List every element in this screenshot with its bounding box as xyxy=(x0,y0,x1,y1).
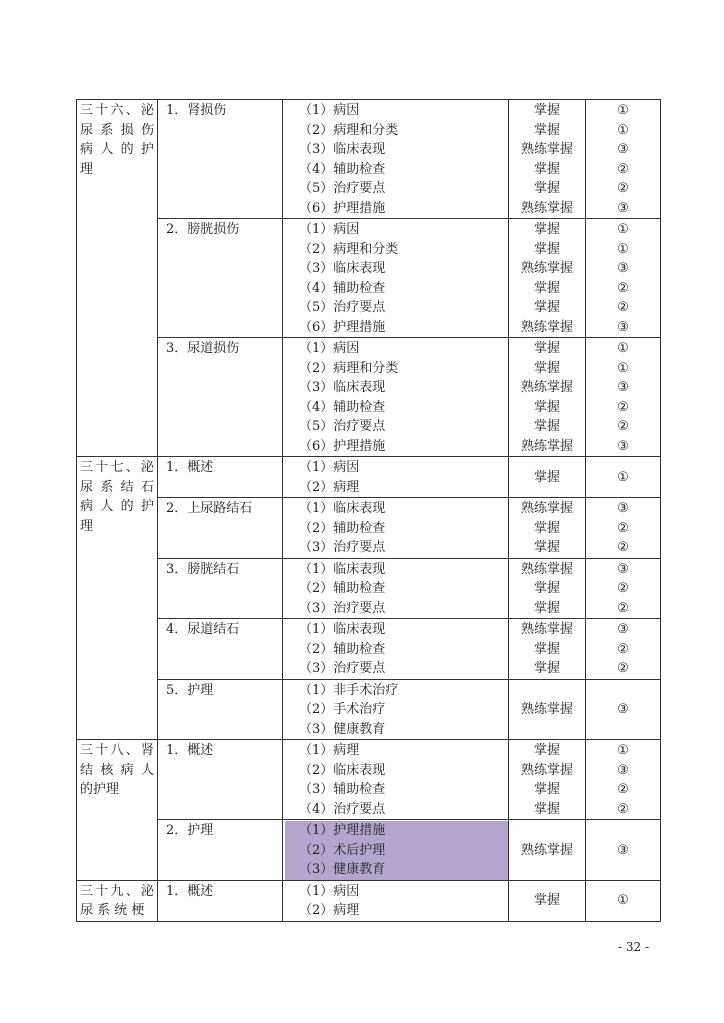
unit-cell xyxy=(158,100,283,219)
requirement-level: 熟练掌握 xyxy=(520,762,573,778)
category-cell xyxy=(586,100,661,219)
content-cell xyxy=(283,498,509,559)
requirement-level: 掌握 xyxy=(533,181,560,196)
unit-cell xyxy=(158,498,283,559)
requirement-level: 掌握 xyxy=(533,469,560,485)
requirement-level: 掌握 xyxy=(533,641,560,657)
content-cell xyxy=(283,740,509,820)
requirement-level: 掌握 xyxy=(533,399,560,415)
content-item: （2）辅助检查 xyxy=(299,641,386,657)
table-row xyxy=(77,619,661,680)
requirement-level: 熟练掌握 xyxy=(520,261,573,276)
chapter-topic-cell xyxy=(77,100,158,457)
content-cell xyxy=(283,558,509,619)
chapter-topic-line: 三十七、泌 xyxy=(80,460,154,475)
category-mark: ① xyxy=(617,743,629,758)
content-item: （2）手术治疗 xyxy=(299,702,386,717)
table-row xyxy=(77,457,661,498)
requirement-cell xyxy=(509,457,586,498)
category-mark: ③ xyxy=(617,622,629,637)
content-cell xyxy=(283,679,509,740)
requirement-level: 熟练掌握 xyxy=(520,142,573,157)
unit-name: 1．概述 xyxy=(166,460,214,475)
content-item: （2）病理 xyxy=(299,903,360,918)
category-cell xyxy=(586,679,661,740)
syllabus-table xyxy=(76,99,661,922)
content-item: （6）护理措施 xyxy=(299,200,386,216)
requirement-level: 熟练掌握 xyxy=(520,200,573,216)
category-mark: ② xyxy=(617,641,629,657)
category-mark: ③ xyxy=(617,319,629,335)
requirement-level: 掌握 xyxy=(533,161,560,177)
requirement-level: 掌握 xyxy=(533,893,560,909)
category-mark: ② xyxy=(617,181,629,196)
category-mark: ② xyxy=(617,161,629,177)
content-item: （5）治疗要点 xyxy=(299,300,386,315)
unit-name: 2．膀胱损伤 xyxy=(166,222,240,237)
category-mark: ① xyxy=(617,222,629,237)
unit-cell xyxy=(158,880,283,921)
requirement-level: 掌握 xyxy=(533,280,560,296)
syllabus-document xyxy=(76,99,660,922)
requirement-level: 熟练掌握 xyxy=(520,380,573,395)
unit-cell xyxy=(158,740,283,820)
unit-cell xyxy=(158,338,283,457)
category-cell xyxy=(586,457,661,498)
requirement-cell xyxy=(509,100,586,219)
requirement-level: 掌握 xyxy=(533,341,560,356)
category-mark: ② xyxy=(617,419,629,434)
chapter-topic-line: 病 人 的 护 xyxy=(80,499,154,514)
requirement-cell xyxy=(509,679,586,740)
requirement-level: 掌握 xyxy=(533,782,560,797)
requirement-cell xyxy=(509,619,586,680)
chapter-topic-line: 病 人 的 护 xyxy=(80,142,154,157)
table-row xyxy=(77,558,661,619)
content-cell xyxy=(283,619,509,680)
requirement-level: 熟练掌握 xyxy=(520,842,573,858)
category-mark: ③ xyxy=(617,200,629,216)
content-item: （2）辅助检查 xyxy=(299,581,386,596)
requirement-level: 掌握 xyxy=(533,520,560,536)
highlighted-content-item: （2）术后护理 xyxy=(285,841,509,861)
content-item: （3）治疗要点 xyxy=(299,600,386,616)
content-item: （2）病理和分类 xyxy=(299,122,399,138)
content-cell xyxy=(283,880,509,921)
content-item: （1）临床表现 xyxy=(299,622,386,637)
category-mark: ① xyxy=(617,122,629,138)
requirement-level: 掌握 xyxy=(533,122,560,138)
category-cell xyxy=(586,880,661,921)
unit-name: 2．上尿路结石 xyxy=(166,501,253,516)
category-mark: ③ xyxy=(617,261,629,276)
unit-name: 1．概述 xyxy=(166,883,214,899)
content-item: （1）病因 xyxy=(299,460,360,475)
content-item: （3）健康教育 xyxy=(299,721,386,737)
requirement-level: 掌握 xyxy=(533,103,560,118)
content-cell xyxy=(283,219,509,338)
requirement-level: 掌握 xyxy=(533,222,560,237)
content-item: （3）临床表现 xyxy=(299,142,386,157)
chapter-topic-line: 理 xyxy=(80,161,94,177)
content-item: （5）治疗要点 xyxy=(299,419,386,434)
category-cell xyxy=(586,558,661,619)
requirement-level: 掌握 xyxy=(533,419,560,434)
content-item: （3）治疗要点 xyxy=(299,661,386,676)
content-item: （3）临床表现 xyxy=(299,261,386,276)
table-row xyxy=(77,219,661,338)
unit-name: 1．概述 xyxy=(166,743,214,758)
content-item: （2）病理 xyxy=(299,479,360,495)
chapter-topic-line: 理 xyxy=(80,518,94,534)
content-item: （2）病理和分类 xyxy=(299,241,399,257)
table-row xyxy=(77,679,661,740)
requirement-level: 熟练掌握 xyxy=(520,622,573,637)
category-mark: ② xyxy=(617,300,629,315)
chapter-topic-cell xyxy=(77,740,158,881)
table-row xyxy=(77,338,661,457)
category-cell xyxy=(586,820,661,881)
category-mark: ① xyxy=(617,341,629,356)
unit-cell xyxy=(158,679,283,740)
content-item: （6）护理措施 xyxy=(299,438,386,454)
content-item: （2）病理和分类 xyxy=(299,360,399,376)
content-cell xyxy=(283,457,509,498)
category-cell xyxy=(586,740,661,820)
unit-cell xyxy=(158,457,283,498)
content-cell xyxy=(283,820,509,881)
table-row xyxy=(77,820,661,881)
category-mark: ③ xyxy=(617,762,629,778)
requirement-cell xyxy=(509,338,586,457)
content-item: （5）治疗要点 xyxy=(299,181,386,196)
table-row xyxy=(77,740,661,820)
table-row xyxy=(77,498,661,559)
table-row xyxy=(77,880,661,921)
unit-name: 2．护理 xyxy=(166,823,214,838)
content-item: （1）病理 xyxy=(299,743,360,758)
requirement-cell xyxy=(509,820,586,881)
category-mark: ② xyxy=(617,399,629,415)
category-mark: ② xyxy=(617,280,629,296)
highlighted-content-item: （3）健康教育 xyxy=(285,860,509,880)
category-mark: ③ xyxy=(617,142,629,157)
content-cell xyxy=(283,100,509,219)
requirement-cell xyxy=(509,740,586,820)
requirement-level: 熟练掌握 xyxy=(520,319,573,335)
content-item: （4）辅助检查 xyxy=(299,280,386,296)
category-mark: ② xyxy=(617,600,629,616)
category-mark: ② xyxy=(617,782,629,797)
content-item: （3）治疗要点 xyxy=(299,540,386,555)
category-mark: ③ xyxy=(617,702,629,717)
content-item: （1）临床表现 xyxy=(299,501,386,516)
requirement-cell xyxy=(509,558,586,619)
content-item: （4）辅助检查 xyxy=(299,399,386,415)
category-mark: ③ xyxy=(617,380,629,395)
content-item: （1）非手术治疗 xyxy=(299,682,399,698)
category-cell xyxy=(586,338,661,457)
category-mark: ② xyxy=(617,581,629,596)
chapter-topic-line: 尿 系 统 梗 xyxy=(80,903,145,918)
content-item: （2）临床表现 xyxy=(299,762,386,778)
category-cell xyxy=(586,498,661,559)
requirement-level: 掌握 xyxy=(533,300,560,315)
unit-name: 4．尿道结石 xyxy=(166,622,240,637)
category-mark: ① xyxy=(617,360,629,376)
requirement-level: 熟练掌握 xyxy=(520,702,573,717)
category-mark: ① xyxy=(617,103,629,118)
requirement-level: 掌握 xyxy=(533,540,560,555)
category-mark: ① xyxy=(617,893,629,909)
content-cell xyxy=(283,338,509,457)
unit-cell xyxy=(158,219,283,338)
category-cell xyxy=(586,619,661,680)
chapter-topic-line: 三十八、肾 xyxy=(80,743,154,758)
requirement-level: 熟练掌握 xyxy=(520,561,573,577)
content-item: （3）辅助检查 xyxy=(299,782,386,797)
category-mark: ② xyxy=(617,661,629,676)
category-mark: ③ xyxy=(617,561,629,577)
requirement-level: 掌握 xyxy=(533,360,560,376)
content-item: （6）护理措施 xyxy=(299,319,386,335)
unit-name: 1．肾损伤 xyxy=(166,103,227,118)
content-item: （1）临床表现 xyxy=(299,561,386,577)
content-item: （1）病因 xyxy=(299,883,360,899)
category-mark: ③ xyxy=(617,501,629,516)
requirement-cell xyxy=(509,498,586,559)
category-mark: ② xyxy=(617,540,629,555)
unit-name: 5．护理 xyxy=(166,682,214,698)
category-mark: ② xyxy=(617,801,629,817)
requirement-cell xyxy=(509,219,586,338)
chapter-topic-line: 尿 系 结 石 xyxy=(80,479,154,495)
chapter-topic-line: 三十六、泌 xyxy=(80,103,154,118)
category-mark: ① xyxy=(617,469,629,485)
content-item: （3）临床表现 xyxy=(299,380,386,395)
requirement-level: 掌握 xyxy=(533,743,560,758)
chapter-topic-line: 结 核 病 人 xyxy=(80,762,154,778)
chapter-topic-cell xyxy=(77,457,158,740)
unit-name: 3．膀胱结石 xyxy=(166,561,240,577)
category-mark: ① xyxy=(617,241,629,257)
chapter-topic-line: 的护理 xyxy=(80,782,120,797)
requirement-level: 掌握 xyxy=(533,581,560,596)
content-item: （4）治疗要点 xyxy=(299,801,386,817)
requirement-level: 掌握 xyxy=(533,801,560,817)
chapter-topic-line: 三十九、泌 xyxy=(80,883,154,899)
unit-cell xyxy=(158,619,283,680)
requirement-cell xyxy=(509,880,586,921)
content-item: （4）辅助检查 xyxy=(299,161,386,177)
requirement-level: 熟练掌握 xyxy=(520,438,573,454)
category-mark: ③ xyxy=(617,438,629,454)
content-item: （1）病因 xyxy=(299,222,360,237)
page-number: - 32 - xyxy=(618,940,650,954)
unit-cell xyxy=(158,558,283,619)
requirement-level: 掌握 xyxy=(533,661,560,676)
table-row xyxy=(77,100,661,219)
category-mark: ② xyxy=(617,520,629,536)
content-item: （1）病因 xyxy=(299,103,360,118)
requirement-level: 掌握 xyxy=(533,600,560,616)
content-item: （1）病因 xyxy=(299,341,360,356)
unit-name: 3．尿道损伤 xyxy=(166,341,240,356)
highlighted-content-item: （1）护理措施 xyxy=(285,821,509,841)
content-item: （2）辅助检查 xyxy=(299,520,386,536)
requirement-level: 掌握 xyxy=(533,241,560,257)
chapter-topic-cell xyxy=(77,880,158,921)
unit-cell xyxy=(158,820,283,881)
chapter-topic-line: 尿 系 损 伤 xyxy=(80,122,154,138)
category-mark: ③ xyxy=(617,842,629,858)
requirement-level: 熟练掌握 xyxy=(520,501,573,516)
category-cell xyxy=(586,219,661,338)
